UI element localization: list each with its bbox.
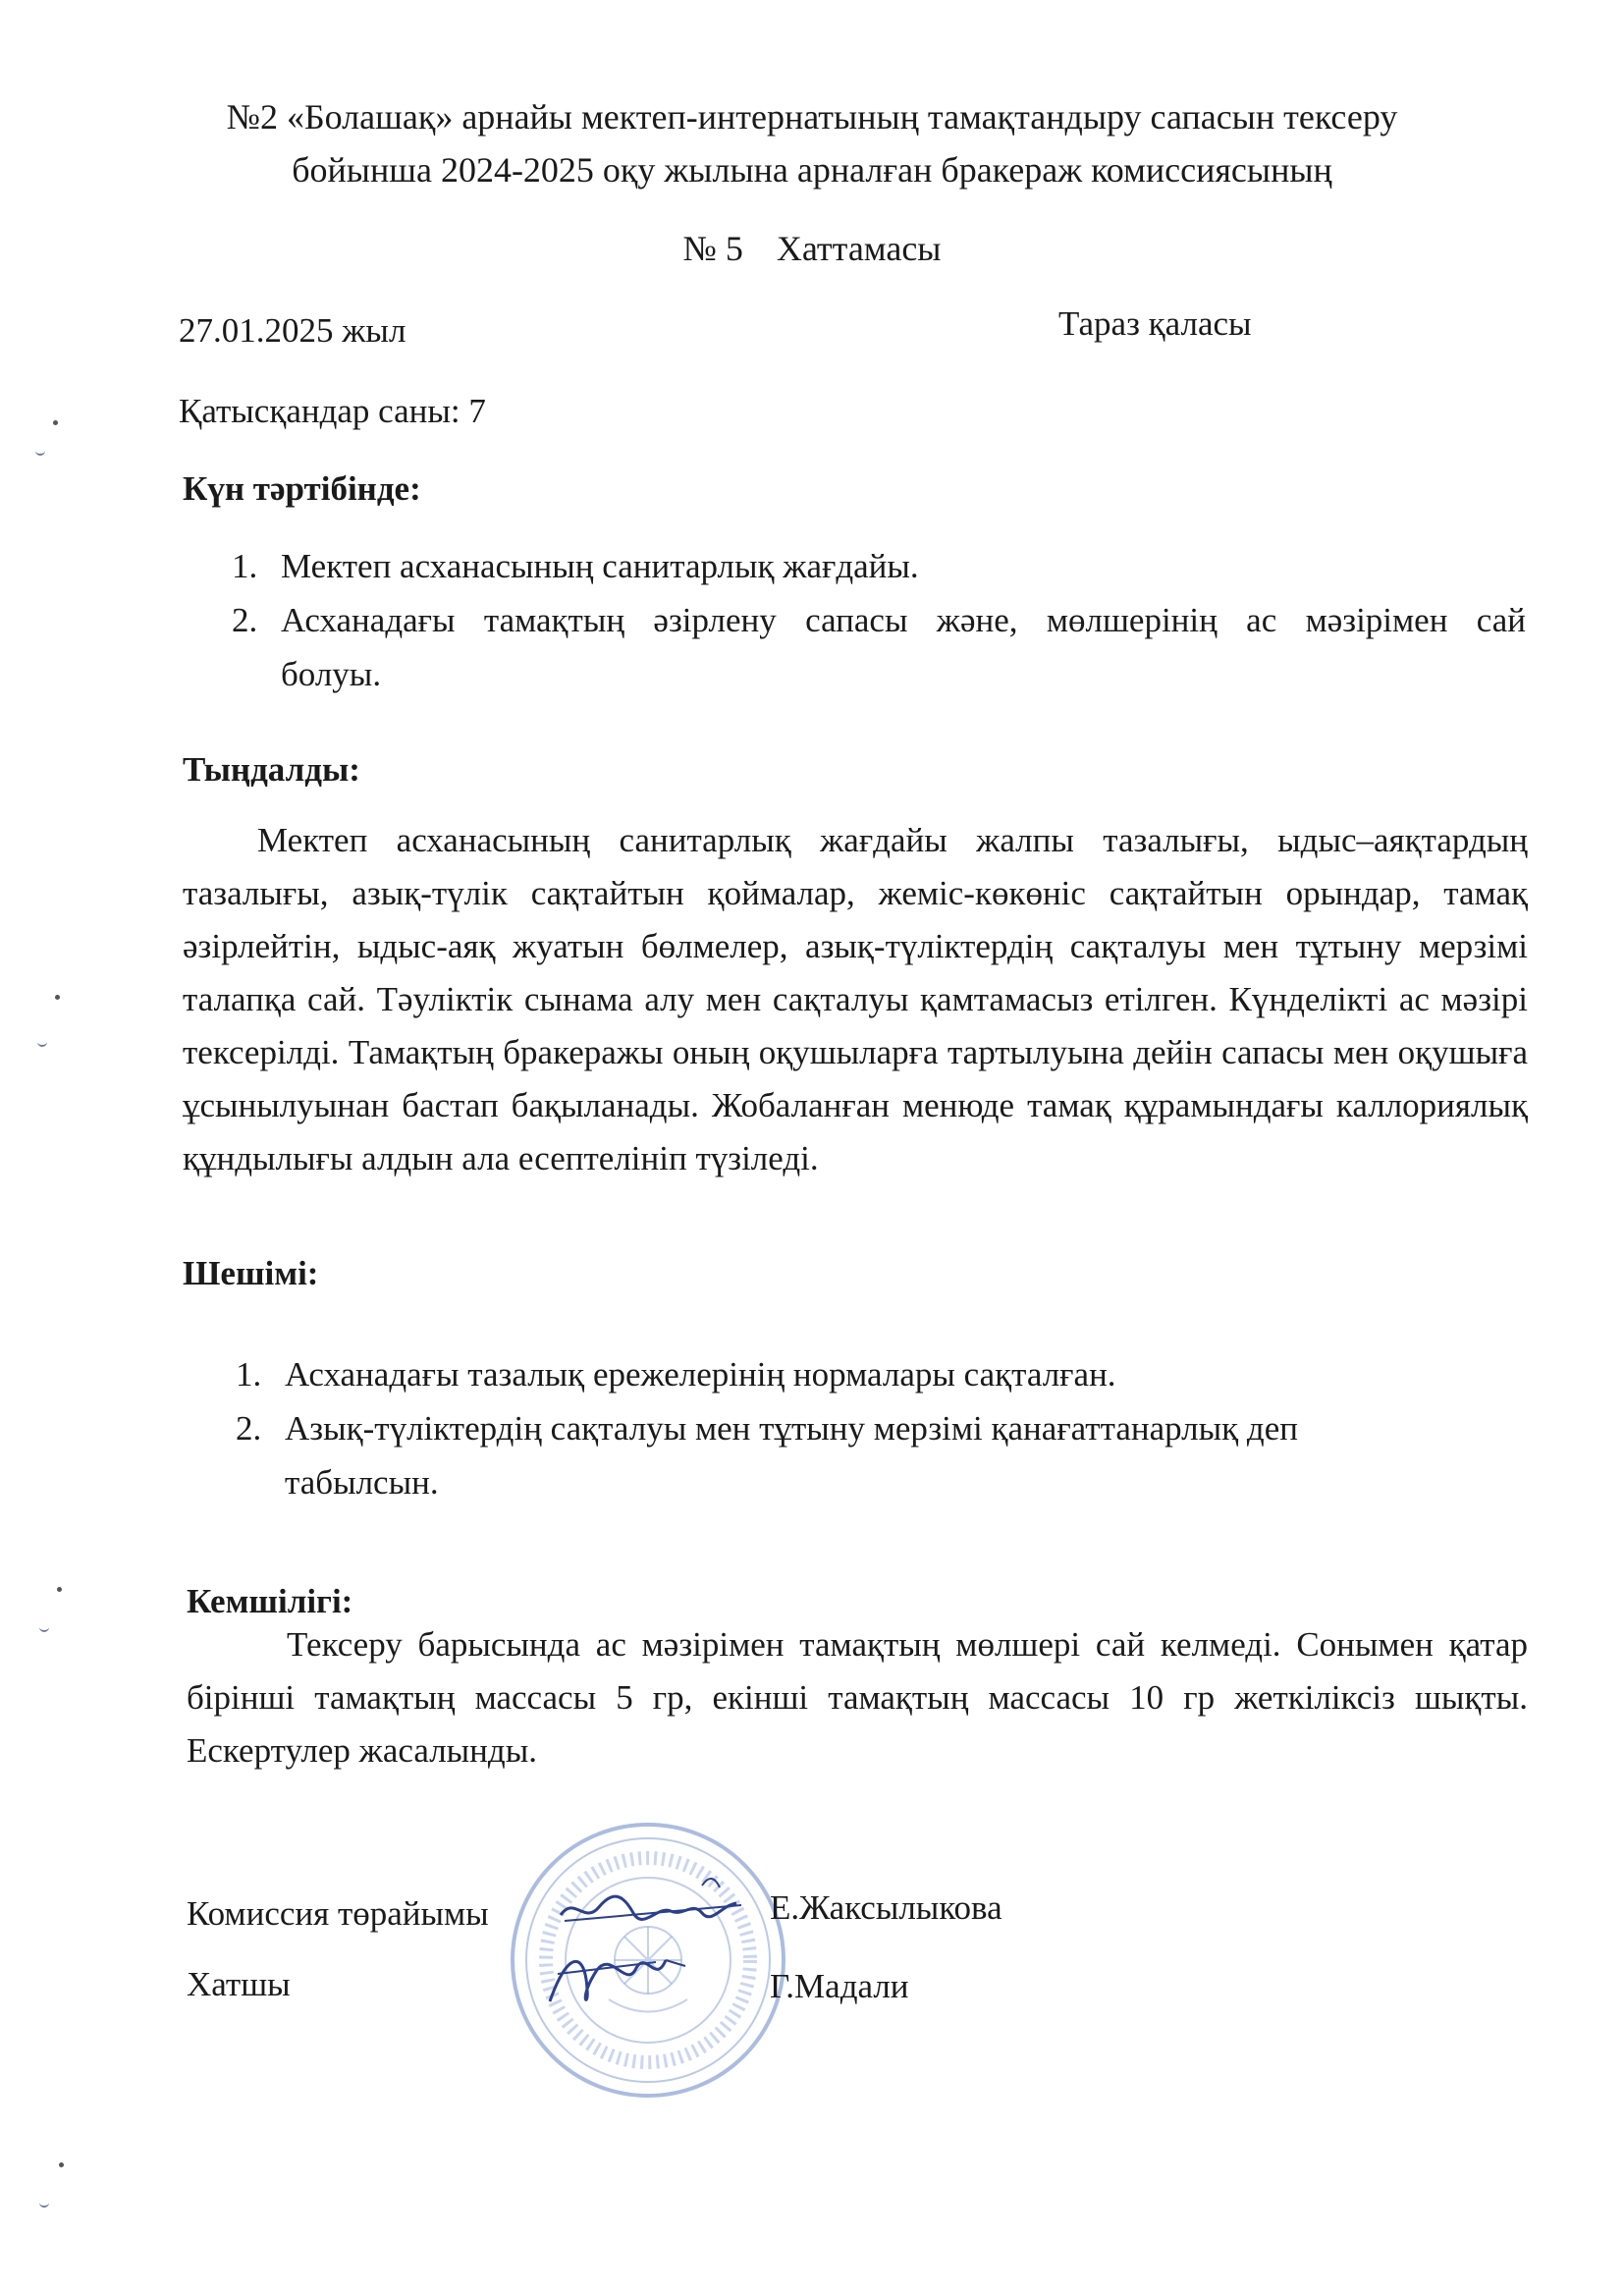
scan-mark	[39, 2200, 49, 2208]
agenda-list	[183, 539, 1526, 701]
scan-mark	[53, 420, 58, 425]
list-text: Асханадағы тамақтың әзірлену сапасы және, мөлшерінің ас мәзірімен сай	[281, 601, 1526, 639]
list-item-continuation	[187, 1455, 1463, 1509]
scan-mark	[35, 448, 45, 456]
participants-count: Қатысқандар саны: 7	[179, 392, 486, 430]
list-item	[183, 593, 1526, 647]
title-line-1: №2 «Болашақ» арнайы мектеп-интернатының тамақтандыру сапасын тексеру	[226, 97, 1398, 137]
list-text: Азық-түліктердің сақталуы мен тұтыну мерзімі қанағаттанарлық деп	[285, 1409, 1298, 1448]
heard-paragraph: Мектеп асханасының санитарлық жағдайы жалпы тазалығы, ыдыс–аяқтардың тазалығы, азық-түлік сақтайтын қоймалар, жеміс-көкөніс сақтайтын орындар, тамақ әзірлейтін, ыдыс-аяқ жуатын бөлмелер, азық-түліктердің сақталуы мен тұтыну мерзімі талапқа сай. Тәуліктік сынама алу мен сақталуы қамтамасыз етілген. Күнделікті ас мәзірі тексерілді. Тамақтың бракеражы оның оқушыларға тартылуына дейін сапасы мен оқушыға ұсынылуынан бастап бақыланады. Жобаланған менюде тамақ құрамындағы каллориялық құндылығы алдын ала есептелініп түзіледі.	[183, 821, 1528, 1177]
heard-heading: Тыңдалды:	[183, 750, 360, 789]
list-item	[187, 1401, 1463, 1455]
list-text: Асханадағы тазалық ережелерінің нормалары сақталған.	[285, 1355, 1116, 1394]
scan-mark	[59, 2162, 64, 2167]
list-item-continuation	[183, 647, 1526, 701]
document-city: Тараз қаласы	[1058, 304, 1252, 343]
agenda-heading: Күн тәртібінде:	[183, 469, 421, 508]
list-number: 1.	[236, 1355, 262, 1394]
decision-list	[187, 1347, 1463, 1509]
secretary-signature	[538, 1931, 725, 2019]
secretary-role: Хатшы	[187, 1965, 291, 2003]
shortcomings-heading: Кемшілігі:	[187, 1582, 353, 1620]
list-text: табылсын.	[285, 1463, 439, 1502]
protocol-number: № 5	[682, 229, 743, 268]
scan-mark	[55, 995, 60, 1000]
list-text: Мектеп асханасының санитарлық жағдайы.	[281, 547, 919, 585]
shortcomings-paragraph: Тексеру барысында ас мәзірімен тамақтың мөлшері сай келмеді. Сонымен қатар бірінші тамақтың массасы 5 гр, екінші тамақтың массасы 10 гр жеткіліксіз шықты. Ескертулер жасалынды.	[187, 1625, 1528, 1770]
document-date: 27.01.2025 жыл	[179, 311, 406, 350]
list-number: 2.	[232, 601, 258, 639]
title-line-2: бойынша 2024-2025 оқу жылына арналған бракераж комиссиясының	[292, 150, 1332, 190]
decision-heading: Шешімі:	[183, 1254, 319, 1292]
chair-role: Комиссия төрайымы	[187, 1894, 489, 1933]
list-text: болуы.	[281, 655, 382, 693]
list-number: 2.	[236, 1409, 262, 1448]
chair-name: Е.Жаксылыкова	[770, 1888, 1002, 1927]
scan-mark	[39, 1624, 49, 1632]
secretary-name: Г.Мадали	[770, 1967, 909, 2005]
protocol-word: Хаттамасы	[776, 229, 942, 268]
list-item	[183, 539, 1526, 593]
list-number: 1.	[232, 547, 258, 585]
scan-mark	[37, 1039, 47, 1047]
list-item	[187, 1347, 1463, 1401]
scan-mark	[57, 1587, 62, 1592]
protocol-title	[98, 222, 1526, 275]
